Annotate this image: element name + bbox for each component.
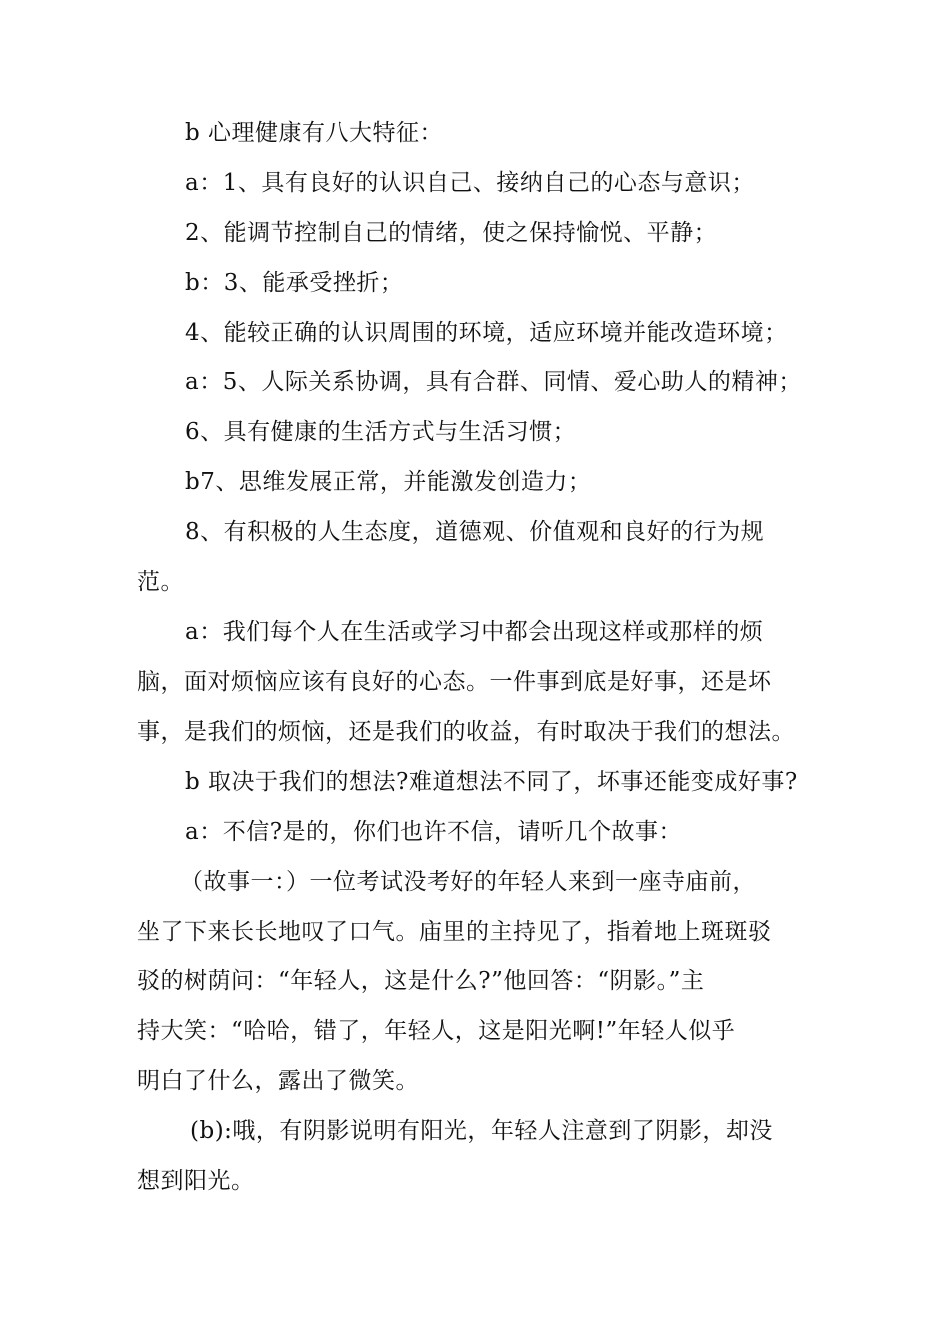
text-line: 持大笑：“哈哈，错了，年轻人，这是阳光啊!”年轻人似乎 bbox=[137, 1018, 736, 1044]
text-line: 8、有积极的人生态度，道德观、价值观和良好的行为规 bbox=[185, 519, 765, 545]
text-line: 明白了什么，露出了微笑。 bbox=[137, 1068, 419, 1094]
text-line: a：5、人际关系协调，具有合群、同情、爱心助人的精神； bbox=[185, 369, 802, 395]
text-line: （故事一：）一位考试没考好的年轻人来到一座寺庙前， bbox=[180, 869, 756, 895]
text-line: 4、能较正确的认识周围的环境，适应环境并能改造环境； bbox=[185, 320, 788, 346]
text-line: 范。 bbox=[137, 569, 184, 595]
text-line: a：1、具有良好的认识自己、接纳自己的心态与意识； bbox=[185, 170, 755, 196]
text-line: 6、具有健康的生活方式与生活习惯； bbox=[185, 419, 577, 445]
text-line: 想到阳光。 bbox=[137, 1168, 255, 1194]
text-line: 驳的树荫问：“年轻人，这是什么?”他回答：“阴影。”主 bbox=[137, 968, 705, 994]
text-line: (b):哦，有阴影说明有阳光，年轻人注意到了阴影，却没 bbox=[190, 1118, 773, 1144]
text-line: 坐了下来长长地叹了口气。庙里的主持见了，指着地上斑斑驳 bbox=[137, 919, 772, 945]
text-line: b 心理健康有八大特征： bbox=[185, 120, 444, 146]
text-line: b：3、能承受挫折； bbox=[185, 270, 404, 296]
text-line: 脑，面对烦恼应该有良好的心态。一件事到底是好事，还是坏 bbox=[137, 669, 772, 695]
text-line: 2、能调节控制自己的情绪，使之保持愉悦、平静； bbox=[185, 220, 718, 246]
text-line: a：不信?是的，你们也许不信，请听几个故事： bbox=[185, 819, 683, 845]
text-line: 事，是我们的烦恼，还是我们的收益，有时取决于我们的想法。 bbox=[137, 719, 795, 745]
text-line: b7、思维发展正常，并能激发创造力； bbox=[185, 469, 592, 495]
text-line: b 取决于我们的想法?难道想法不同了，坏事还能变成好事? bbox=[185, 769, 798, 795]
text-line: a：我们每个人在生活或学习中都会出现这样或那样的烦 bbox=[185, 619, 764, 645]
